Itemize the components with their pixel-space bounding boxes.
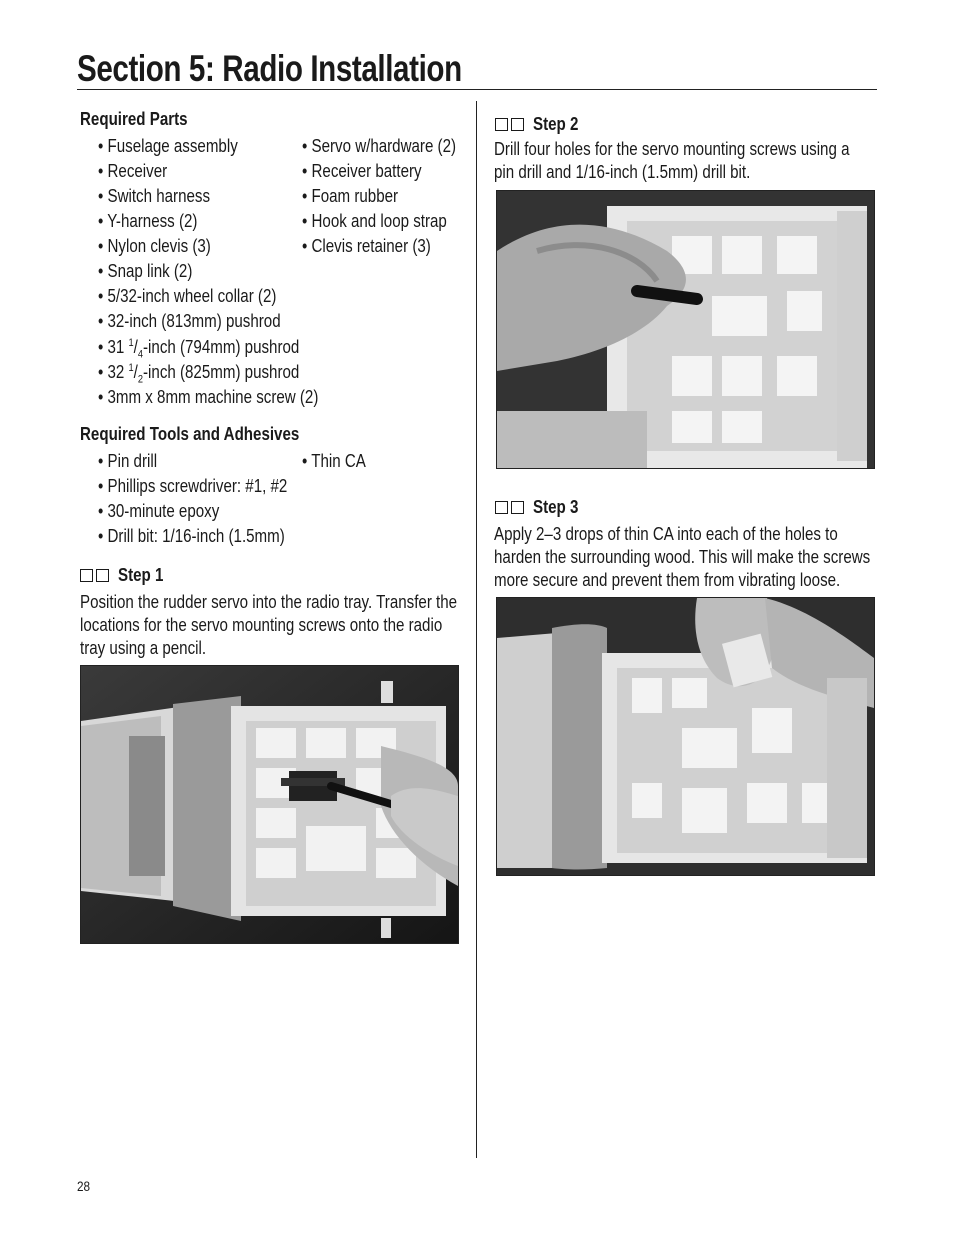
tool-item: • Thin CA (302, 451, 366, 471)
part-item: • Switch harness (98, 186, 211, 206)
title-divider (77, 89, 877, 90)
required-tools-heading: Required Tools and Adhesives (80, 424, 300, 444)
part-item: • Clevis retainer (3) (302, 236, 431, 256)
tool-item: • Drill bit: 1/16-inch (1.5mm) (98, 526, 285, 546)
part-item: • 5/32-inch wheel collar (2) (98, 286, 277, 306)
step-2-text: Drill four holes for the servo mounting screws using a pin drill and 1/16-inch (1.5mm) drill bit. (494, 139, 850, 182)
checkbox-icon[interactable] (495, 118, 508, 131)
checkbox-icon[interactable] (511, 118, 524, 131)
checkbox-icon[interactable] (80, 569, 93, 582)
step-3-photo (496, 597, 875, 876)
part-item: • 32-inch (813mm) pushrod (98, 311, 281, 331)
step-1-text: Position the rudder servo into the radio tray. Transfer the locations for the servo mounting screws onto the radio tray using a pencil. (80, 592, 458, 658)
part-item: • Y-harness (2) (98, 211, 198, 231)
step-3-text: Apply 2–3 drops of thin CA into each of the holes to harden the surrounding wood. This will make the screws more secure and prevent them from vibrating loose. (494, 524, 871, 590)
page-title: Section 5: Radio Installation (77, 48, 462, 89)
part-item: • Hook and loop strap (302, 211, 447, 231)
step-3-heading: Step 3 (495, 497, 587, 517)
part-item: • Foam rubber (302, 186, 399, 206)
part-item: • Servo w/hardware (2) (302, 136, 457, 156)
step-1-photo (80, 665, 459, 944)
tool-item: • Pin drill (98, 451, 158, 471)
part-item: • Receiver (98, 161, 168, 181)
part-item: • Receiver battery (302, 161, 422, 181)
step-2-heading: Step 2 (495, 114, 587, 134)
part-item: • Nylon clevis (3) (98, 236, 211, 256)
required-parts-heading: Required Parts (80, 109, 188, 129)
part-item: • 32 $^1/_2$-inch (825mm) pushrod (98, 362, 300, 386)
checkbox-icon[interactable] (511, 501, 524, 514)
checkbox-icon[interactable] (96, 569, 109, 582)
part-item: • 31 $^1/_4$-inch (794mm) pushrod (98, 337, 300, 361)
step-1-heading: Step 1 (80, 565, 172, 585)
part-item: • 3mm x 8mm machine screw (2) (98, 387, 319, 407)
tool-item: • Phillips screwdriver: #1, #2 (98, 476, 288, 496)
step-2-photo (496, 190, 875, 469)
tool-item: • 30-minute epoxy (98, 501, 220, 521)
part-item: • Snap link (2) (98, 261, 193, 281)
checkbox-icon[interactable] (495, 501, 508, 514)
part-item: • Fuselage assembly (98, 136, 238, 156)
page-number: 28 (77, 1178, 91, 1194)
